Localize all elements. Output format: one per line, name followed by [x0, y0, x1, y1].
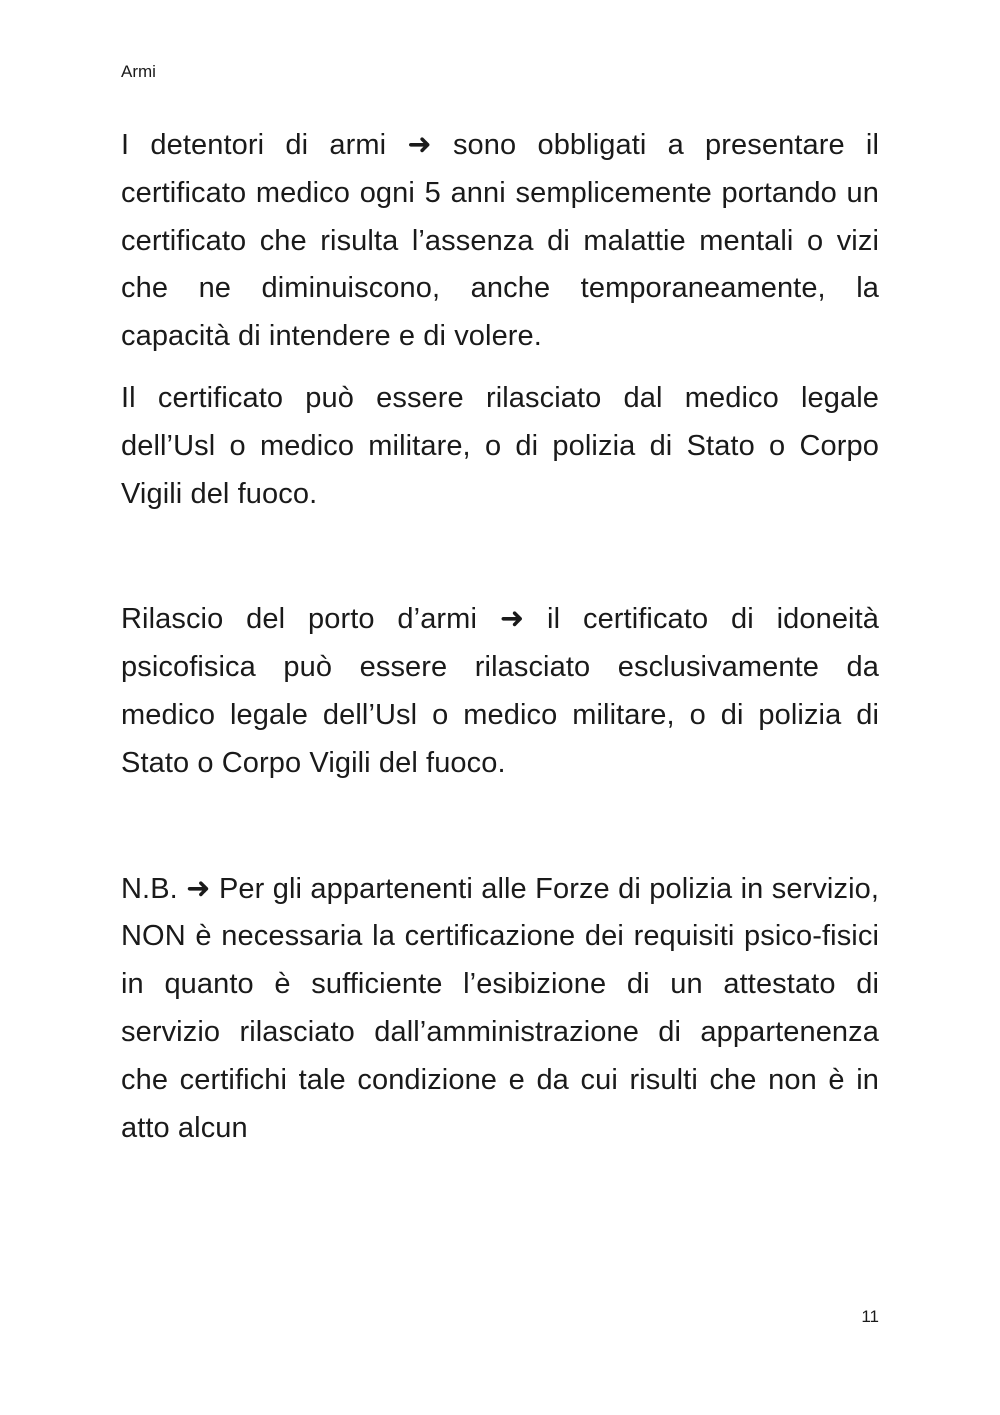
running-header: Armi [121, 62, 156, 81]
paragraph-spacer [121, 518, 879, 596]
page-number: 11 [861, 1307, 879, 1326]
paragraph-detentori-armi: I detentori di armi ➜ sono obbligati a presentare il certificato medico ogni 5 anni semplicemente portando un certificato che risulta l’assenza di malattie mentali o vizi che ne diminuiscono, anche temporaneamente, la capacità di intendere e di volere. [121, 129, 879, 353]
paragraph-nota-bene: N.B. ➜ Per gli appartenenti alle Forze di polizia in servizio, NON è necessaria la certificazione dei requisiti psico-fisici in quanto è sufficiente l’esibizione di un attestato di servizio rilasciato dall’amministrazione di appartenenza che certifichi tale condizione e da cui risulti che non è in atto alcun [121, 872, 879, 1144]
page-body [121, 122, 879, 1152]
paragraph-certificato-rilascio: Il certificato può essere rilasciato dal medico legale dell’Usl o medico militare, o di polizia di Stato o Corpo Vigili del fuoco. [121, 381, 879, 510]
paragraph-spacer [121, 361, 879, 375]
paragraph-porto-armi: Rilascio del porto d’armi ➜ il certificato di idoneità psicofisica può essere rilasciato esclusivamente da medico legale dell’Usl o medico militare, o di polizia di Stato o Corpo Vigili del fuoco. [121, 603, 879, 779]
paragraph-spacer [121, 788, 879, 866]
